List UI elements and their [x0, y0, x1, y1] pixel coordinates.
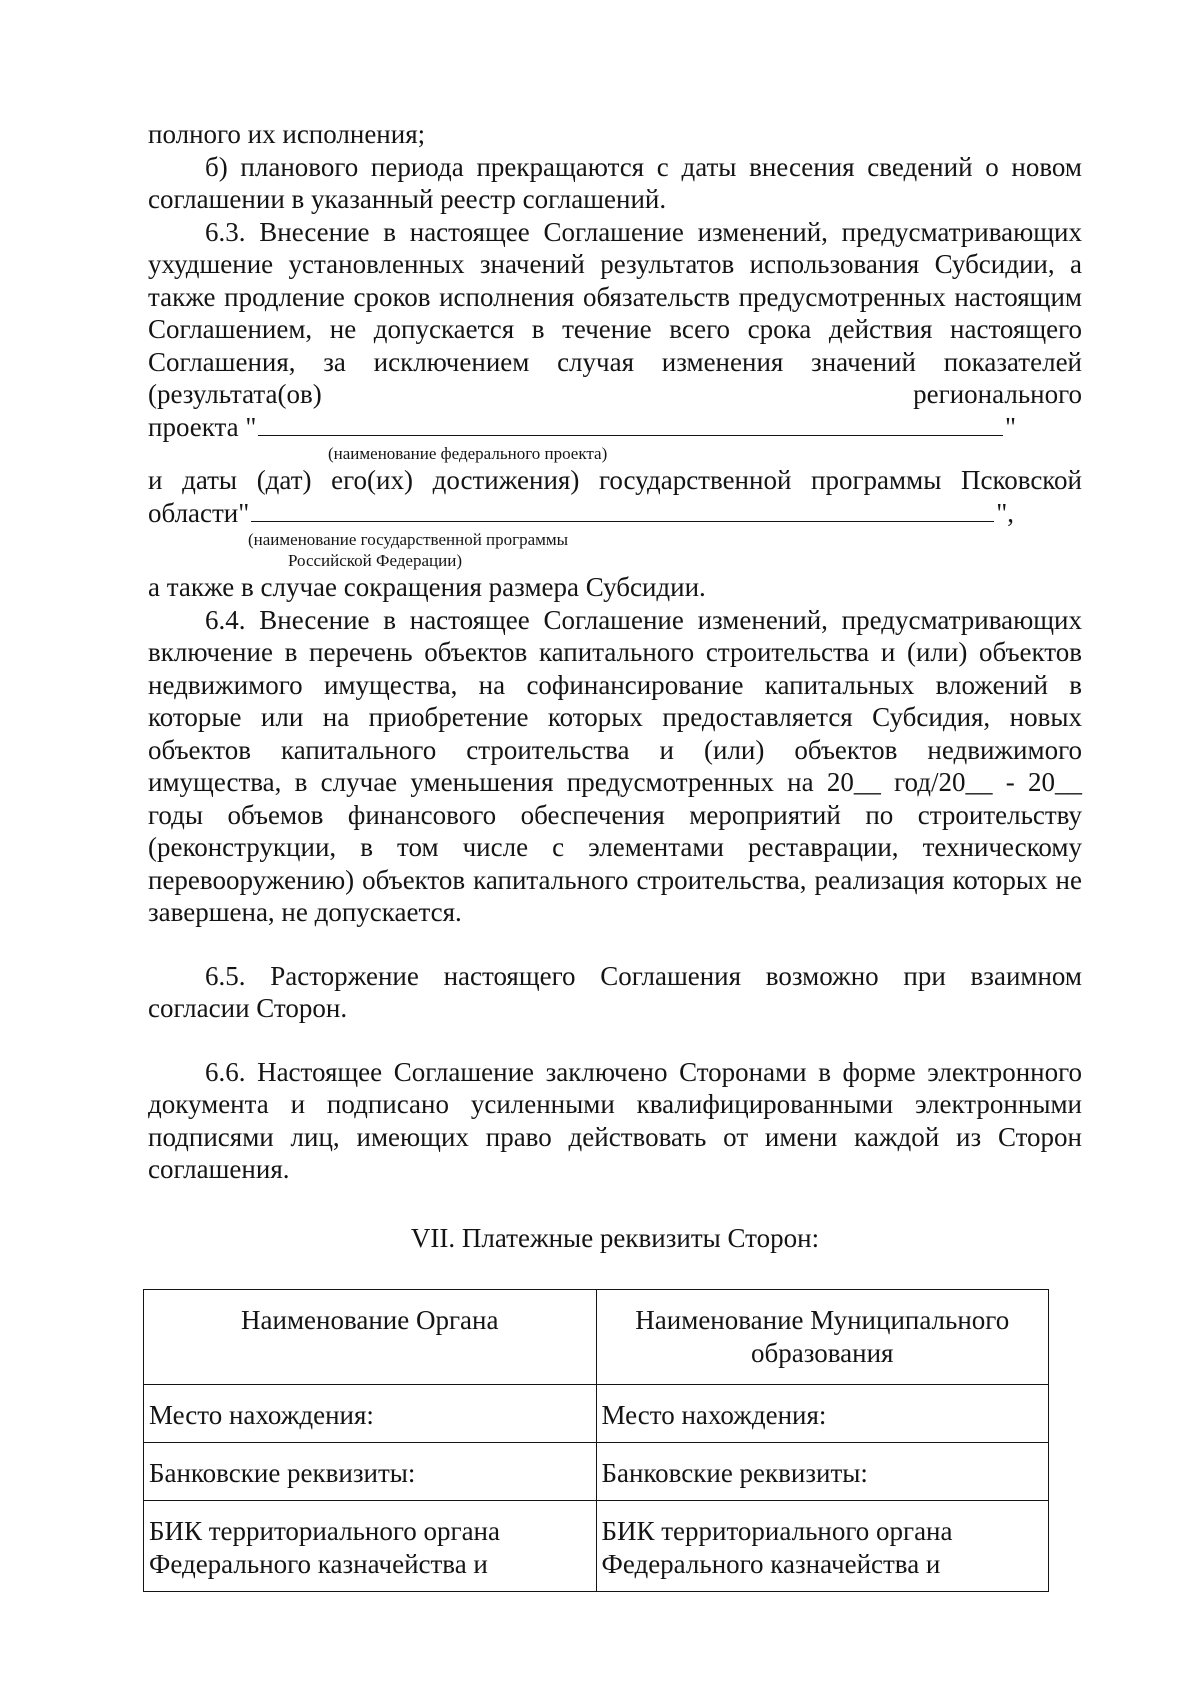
payment-details-table [143, 1289, 1049, 1592]
spacer [148, 1025, 1082, 1056]
federal-project-line [148, 411, 1082, 444]
gov-program-suffix: ", [996, 497, 1014, 528]
federal-project-suffix: " [1004, 411, 1016, 442]
spacer [148, 929, 1082, 960]
paragraph-6-6: 6.6. Настоящее Соглашение заключено Сторонами в форме электронного документа и подписано усиленными квалифицированными электронными подписями лиц, имеющих право действовать от имени каждой из Сторон соглашения. [148, 1056, 1082, 1184]
section-heading: VII. Платежные реквизиты Сторон: [410, 1222, 820, 1253]
caption-federal-project: (наименование федерального проекта) [328, 444, 608, 463]
table-header-authority: Наименование Органа [144, 1290, 597, 1385]
table-cell: Банковские реквизиты: [596, 1443, 1049, 1501]
table-row [144, 1385, 1049, 1443]
caption-gov-program-2: Российской Федерации) [288, 551, 462, 570]
paragraph-continuation: полного их исполнения; [148, 119, 426, 149]
gov-program-blank [251, 497, 994, 522]
table-header-municipality: Наименование Муниципального образования [596, 1290, 1049, 1385]
document-page [148, 118, 1082, 1254]
paragraph-b: б) планового периода прекращаются с даты внесения сведений о новом соглашении в указанный реестр соглашений. [148, 151, 1082, 214]
paragraph-6-3: 6.3. Внесение в настоящее Соглашение изменений, предусматривающих ухудшение установленных значений результатов использования Субсидии, а также продление сроков исполнения обязательств предусмотренных настоящим Соглашением, не допускается в течение всего срока действия настоящего Соглашения, за исключением случая изменения значений показателей (результата(ов) регионального [148, 216, 1082, 409]
table-row [144, 1501, 1049, 1592]
paragraph-6-3-dates: и даты (дат) его(их) достижения) государственной программы Псковской [148, 465, 1082, 495]
paragraph-6-3-end: а также в случае сокращения размера Субсидии. [148, 572, 706, 602]
table-cell: БИК территориального органа Федерального казначейства и [596, 1501, 1049, 1592]
federal-project-prefix: проекта " [148, 411, 257, 442]
table-cell: Место нахождения: [144, 1385, 597, 1443]
table-cell: Банковские реквизиты: [144, 1443, 597, 1501]
federal-project-blank [258, 411, 1003, 436]
table-header-row [144, 1290, 1049, 1385]
table-cell: Место нахождения: [596, 1385, 1049, 1443]
paragraph-6-4: 6.4. Внесение в настоящее Соглашение изменений, предусматривающих включение в перечень объектов капитального строительства и (или) объектов недвижимого имущества, на софинансирование капитальных вложений в которые или на приобретение которых предоставляется Субсидия, новых объектов капитального строительства и (или) объектов недвижимого имущества, в случае уменьшения предусмотренных на 20__ год/20__ - 20__ годы объемов финансового обеспечения мероприятий по строительству (реконструкции, в том числе с элементами реставрации, техническому перевооружению) объектов капитального строительства, реализация которых не завершена, не допускается. [148, 604, 1082, 927]
paragraph-6-5: 6.5. Расторжение настоящего Соглашения возможно при взаимном согласии Сторон. [148, 960, 1082, 1023]
gov-program-line [148, 497, 1082, 530]
table-cell: БИК территориального органа Федерального казначейства и [144, 1501, 597, 1592]
caption-gov-program-1: (наименование государственной программы [248, 530, 569, 549]
gov-program-prefix: области" [148, 497, 250, 528]
table-row [144, 1443, 1049, 1501]
